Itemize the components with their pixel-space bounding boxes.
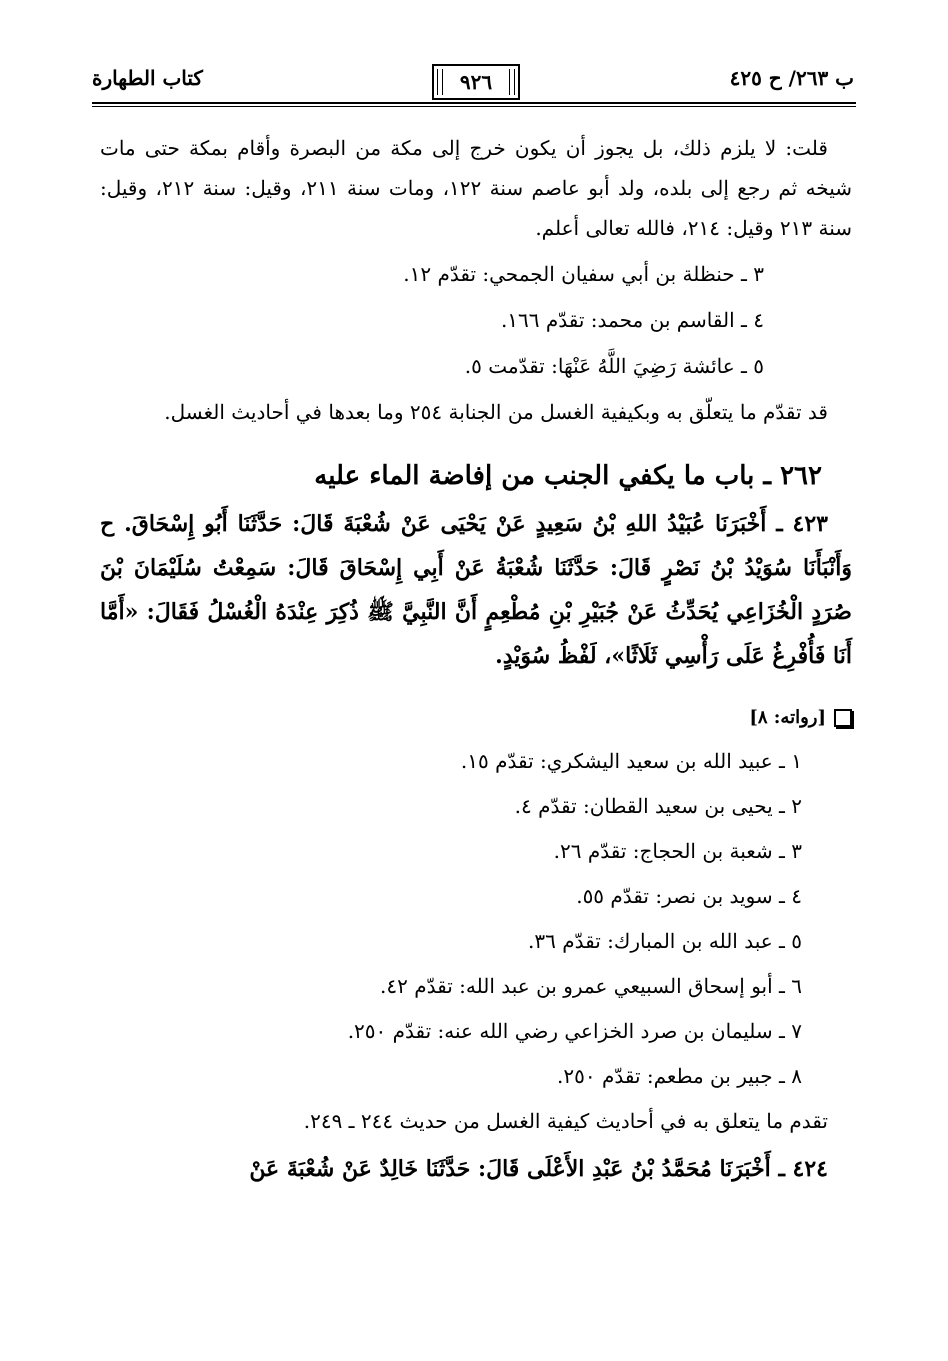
next-hadith-text: ٤٢٤ ـ أَخْبَرَنَا مُحَمَّدُ بْنُ عَبْدِ الأَعْلَى قَالَ: حَدَّثَنَا خَالِدٌ عَنْ شُعْبَةَ عَنْ	[249, 1156, 828, 1182]
intro-closing-paragraph: قد تقدّم ما يتعلّق به وبكيفية الغسل من الجنابة ٢٥٤ وما بعدها في أحاديث الغسل.	[164, 400, 828, 424]
narrators-heading	[100, 700, 852, 736]
narrator-item: ٦ ـ أبو إسحاق السبيعي عمرو بن عبد الله: تقدّم ٤٢.	[380, 974, 802, 998]
narrator-item: ١ ـ عبيد الله بن سعيد اليشكري: تقدّم ١٥.	[460, 749, 802, 773]
narrator-item: ٥ ـ عبد الله بن المبارك: تقدّم ٣٦.	[528, 929, 802, 953]
page-number-box	[432, 64, 520, 100]
chapter-title: ٢٦٢ ـ باب ما يكفي الجنب من إفاضة الماء عليه	[314, 461, 822, 491]
narrator-item: ٨ ـ جبير بن مطعم: تقدّم ٢٥٠.	[557, 1064, 802, 1088]
narrators-closing: تقدم ما يتعلق به في أحاديث كيفية الغسل من حديث ٢٤٤ ـ ٢٤٩.	[303, 1109, 828, 1133]
header-rule-thin	[92, 106, 856, 107]
hadith-text: ٤٢٣ ـ أَخْبَرَنَا عُبَيْدُ اللهِ بْنُ سَعِيدٍ عَنْ يَحْيَى عَنْ شُعْبَةَ قَالَ: حَدَّثَنَا أَبُو إِسْحَاقَ. ح وَأَنْبَأَنَا سُوَيْدُ بْنُ نَصْرٍ قَالَ: حَدَّثَنَا شُعْبَةُ عَنْ أَبِي إِسْحَاقَ قَالَ: سَمِعْتُ سُلَيْمَانَ بْنَ صُرَدٍ الْخُزَاعِي يُحَدِّثُ عَنْ جُبَيْرِ بْنِ مُطْعِمٍ أَنَّ النَّبِيَّ ﷺ ذُكِرَ عِنْدَهُ الْغُسْلُ فَقَالَ: «أَمَّا أَنَا فَأُفْرِغُ عَلَى رَأْسِي ثَلَاثًا»، لَفْظُ سُوَيْدٍ.	[100, 511, 852, 669]
running-head-book-title: كتاب الطهارة	[92, 66, 203, 90]
narrator-item: ٢ ـ يحيى بن سعيد القطان: تقدّم ٤.	[514, 794, 802, 818]
intro-narrator-item: ٣ ـ حنظلة بن أبي سفيان الجمحي: تقدّم ١٢.	[403, 262, 764, 286]
intro-narrator-item: ٤ ـ القاسم بن محمد: تقدّم ١٦٦.	[500, 308, 764, 332]
intro-paragraph: قلت: لا يلزم ذلك، بل يجوز أن يكون خرج إلى مكة من البصرة وأقام بمكة حتى مات شيخه ثم رجع إلى بلده، ولد أبو عاصم سنة ١٢٢، ومات سنة ٢١١، وقيل: سنة ٢١٢، وقيل: سنة ٢١٣ وقيل: ٢١٤، فالله تعالى أعلم.	[100, 136, 853, 240]
page-body	[100, 128, 852, 1191]
narrator-item: ٣ ـ شعبة بن الحجاج: تقدّم ٢٦.	[553, 839, 802, 863]
narrator-item: ٧ ـ سليمان بن صرد الخزاعي رضي الله عنه: تقدّم ٢٥٠.	[347, 1019, 802, 1043]
narrators-heading-label: [رواته: ٨]	[749, 707, 826, 728]
intro-narrator-item: ٥ ـ عائشة رَضِيَ اللَّهُ عَنْهَا: تقدّمت ٥.	[464, 354, 764, 378]
square-bullet-icon	[834, 709, 852, 727]
header-rule	[92, 102, 856, 104]
running-head-reference: ب ٢٦٣/ ح ٤٢٥	[729, 66, 854, 90]
narrator-item: ٤ ـ سويد بن نصر: تقدّم ٥٥.	[576, 884, 802, 908]
page-number: ٩٢٦	[459, 70, 493, 94]
